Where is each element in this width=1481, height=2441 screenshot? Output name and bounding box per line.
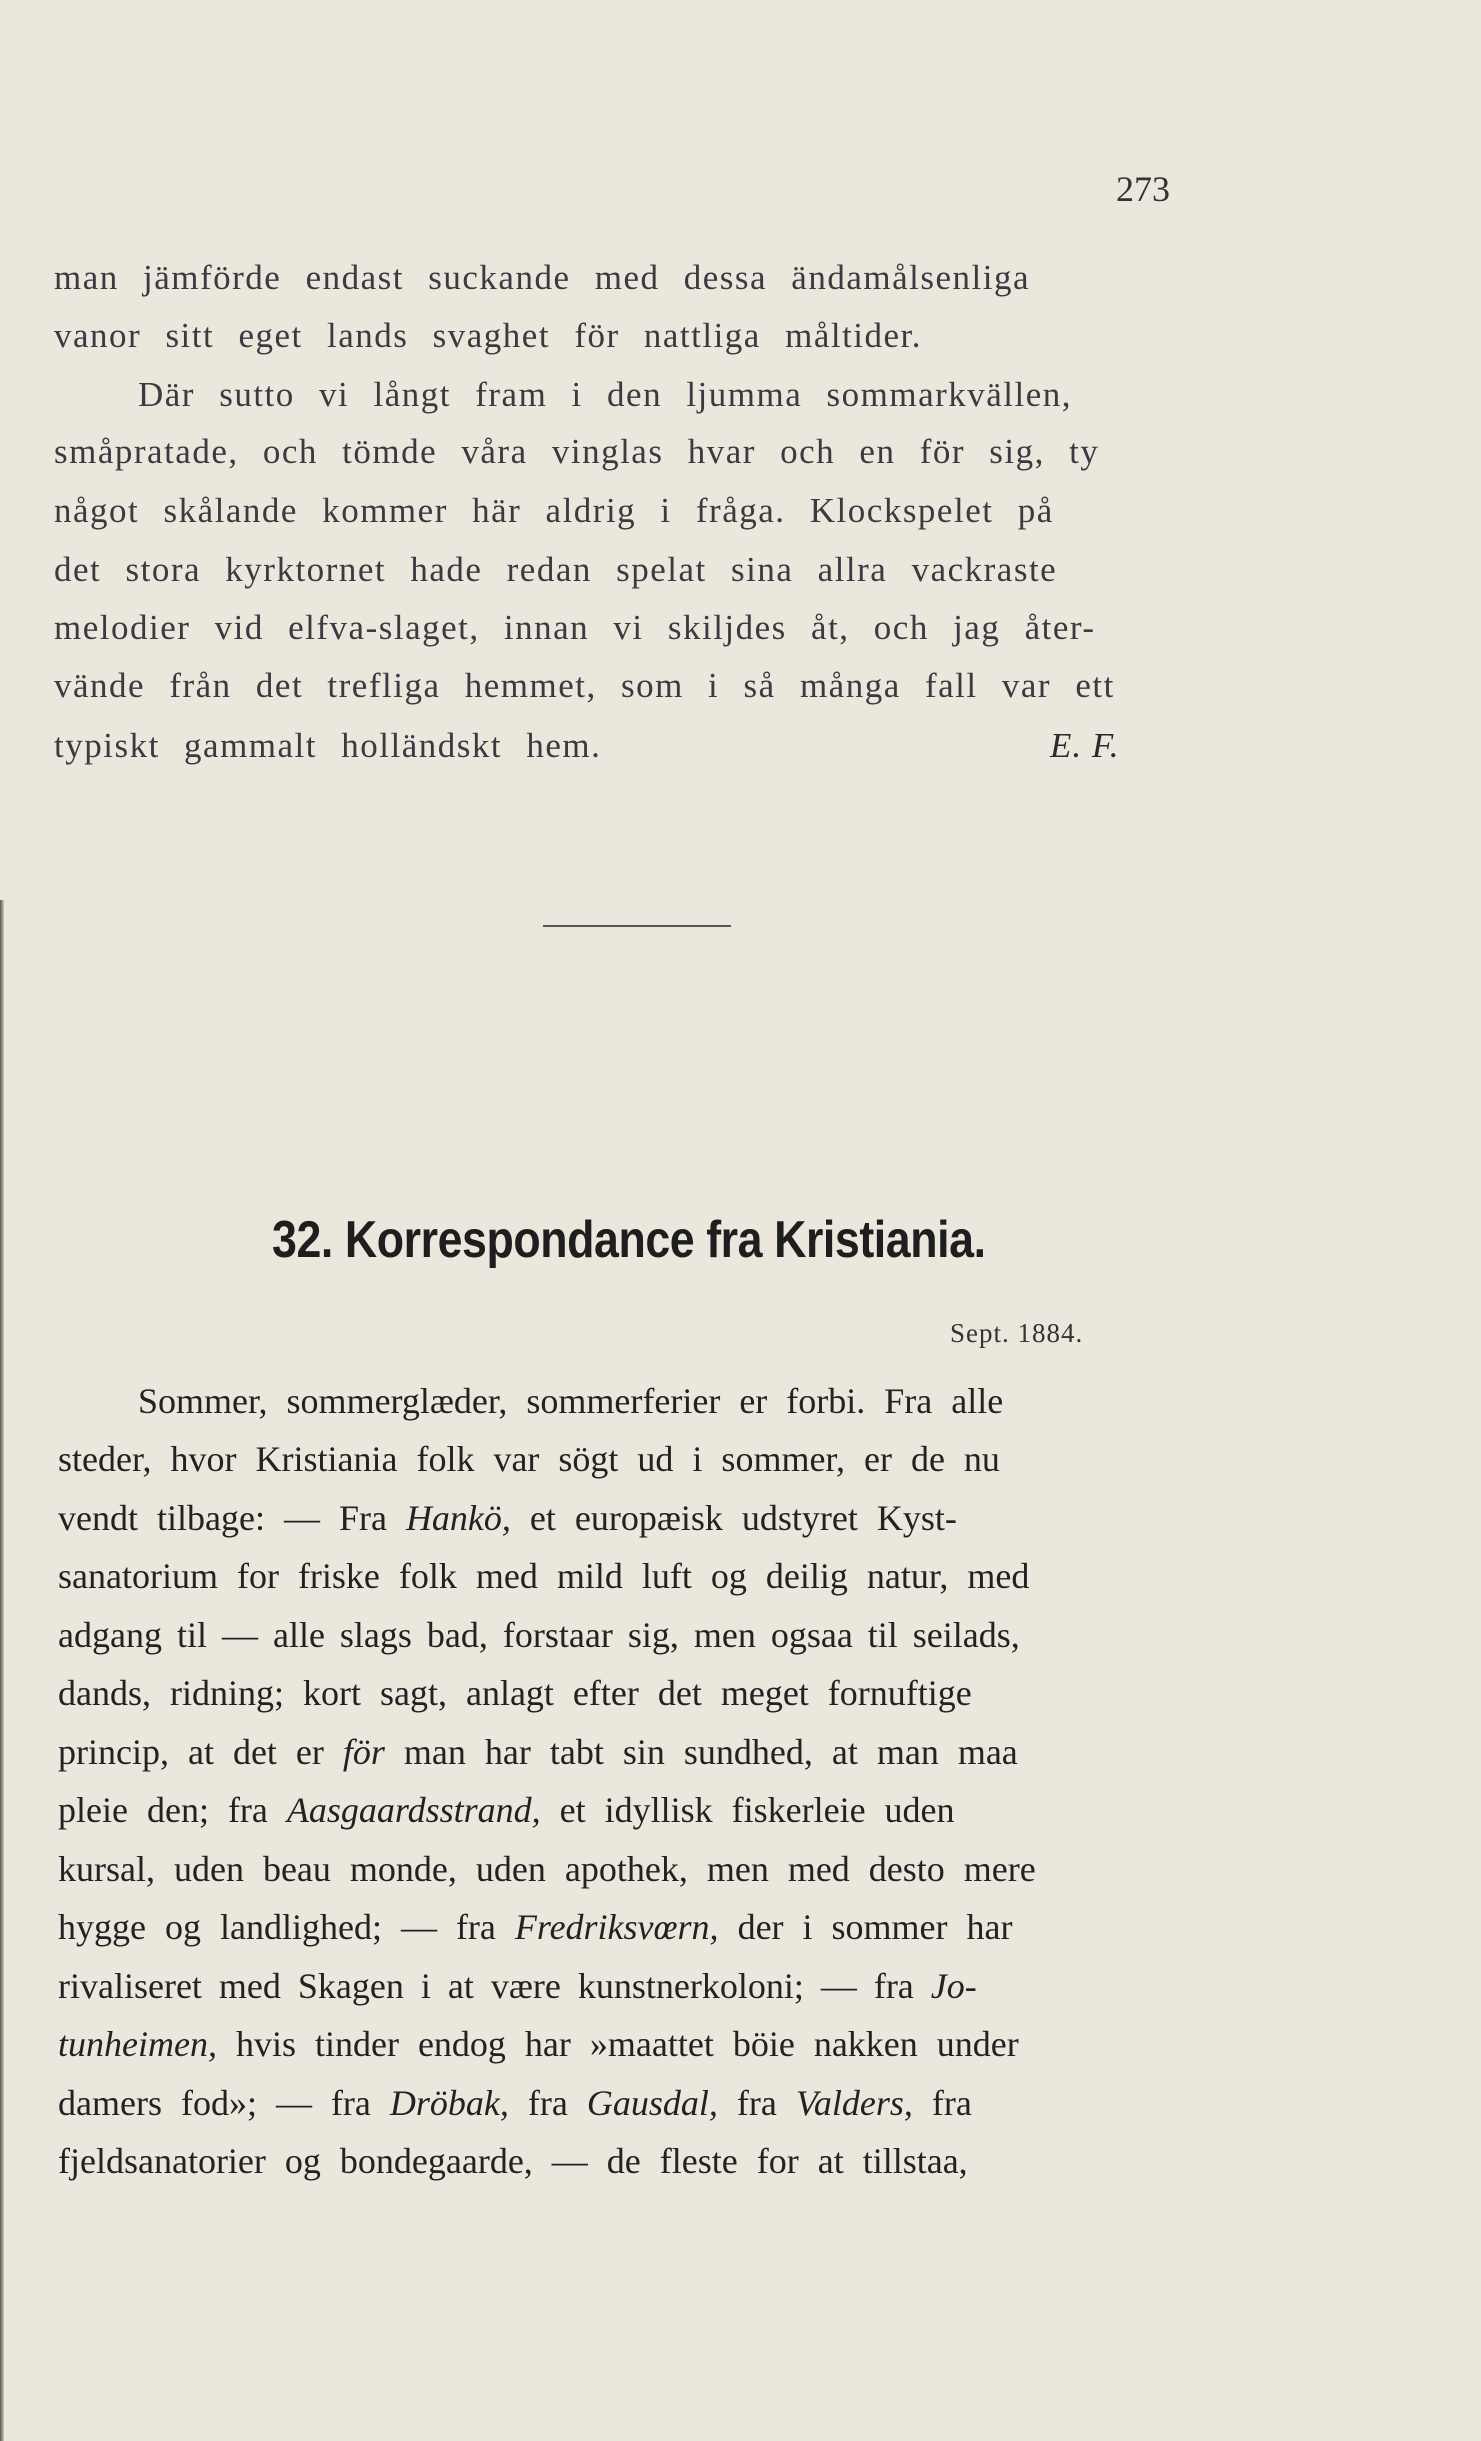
place-name: tunheimen,: [58, 2024, 217, 2064]
text-line: det stora kyrktornet hade redan spelat sina allra vackraste: [54, 550, 1058, 589]
text-line: vanor sitt eget lands svaghet för nattliga måltider.: [54, 316, 923, 355]
text-line: Sommer, sommerglæder, sommerferier er forbi. Fra alle: [138, 1381, 1004, 1421]
text-line: hygge og landlighed; — fra Fredriksvœrn, der i sommer har: [58, 1907, 1013, 1947]
author-signature: E. F.: [1050, 726, 1120, 765]
place-name: Hankö,: [405, 1498, 511, 1538]
place-name: Jo-: [930, 1966, 977, 2006]
text-line: sanatorium for friske folk med mild luft og deilig natur, med: [58, 1556, 1030, 1596]
text-line: steder, hvor Kristiania folk var sögt ud i sommer, er de nu: [58, 1439, 1000, 1479]
text-line: melodier vid elfva-slaget, innan vi skiljdes åt, och jag åter-: [54, 608, 1096, 647]
text-line: typiskt gammalt holländskt hem.: [54, 726, 602, 765]
page-number: 273: [1116, 169, 1170, 209]
section-heading: 32. Korrespondance fra Kristiania.: [272, 1211, 986, 1269]
place-name: Aasgaardsstrand,: [286, 1790, 541, 1830]
text-line: vendt tilbage: — Fra Hankö, et europæisk udstyret Kyst-: [58, 1498, 957, 1538]
text-line: tunheimen, hvis tinder endog har »maattet böie nakken under: [58, 2024, 1019, 2064]
dateline: Sept. 1884.: [950, 1318, 1084, 1348]
text-line: småpratade, och tömde våra vinglas hvar och en för sig, ty: [54, 432, 1100, 471]
text-line: vände från det trefliga hemmet, som i så många fall var ett: [54, 666, 1115, 705]
place-name: Gausdal,: [586, 2083, 718, 2123]
text-line: något skålande kommer här aldrig i fråga. Klockspelet på: [54, 491, 1054, 530]
place-name: Valders,: [795, 2083, 913, 2123]
text-line: pleie den; fra Aasgaardsstrand, et idyllisk fiskerleie uden: [58, 1790, 955, 1830]
text-line: Där sutto vi långt fram i den ljumma sommarkvällen,: [138, 375, 1073, 414]
section-divider: [543, 925, 731, 927]
text-line: dands, ridning; kort sagt, anlagt efter det meget fornuftige: [58, 1673, 972, 1713]
text-line: princip, at det er för man har tabt sin sundhed, at man maa: [58, 1732, 1018, 1772]
place-name: Fredriksvœrn,: [514, 1907, 719, 1947]
text-line: damers fod»; — fra Dröbak, fra Gausdal, fra Valders, fra: [58, 2083, 972, 2123]
emphasis: för: [342, 1732, 385, 1772]
place-name: Dröbak,: [389, 2083, 509, 2123]
text-line: man jämförde endast suckande med dessa ändamålsenliga: [54, 258, 1030, 297]
text-line: adgang til — alle slags bad, forstaar sig, men ogsaa til seilads,: [58, 1615, 1020, 1655]
binding-edge: [0, 900, 4, 2441]
text-line: rivaliseret med Skagen i at være kunstnerkoloni; — fra Jo-: [58, 1966, 977, 2006]
text-line: kursal, uden beau monde, uden apothek, men med desto mere: [58, 1849, 1036, 1889]
text-line: fjeldsanatorier og bondegaarde, — de fleste for at tillstaa,: [58, 2141, 968, 2181]
